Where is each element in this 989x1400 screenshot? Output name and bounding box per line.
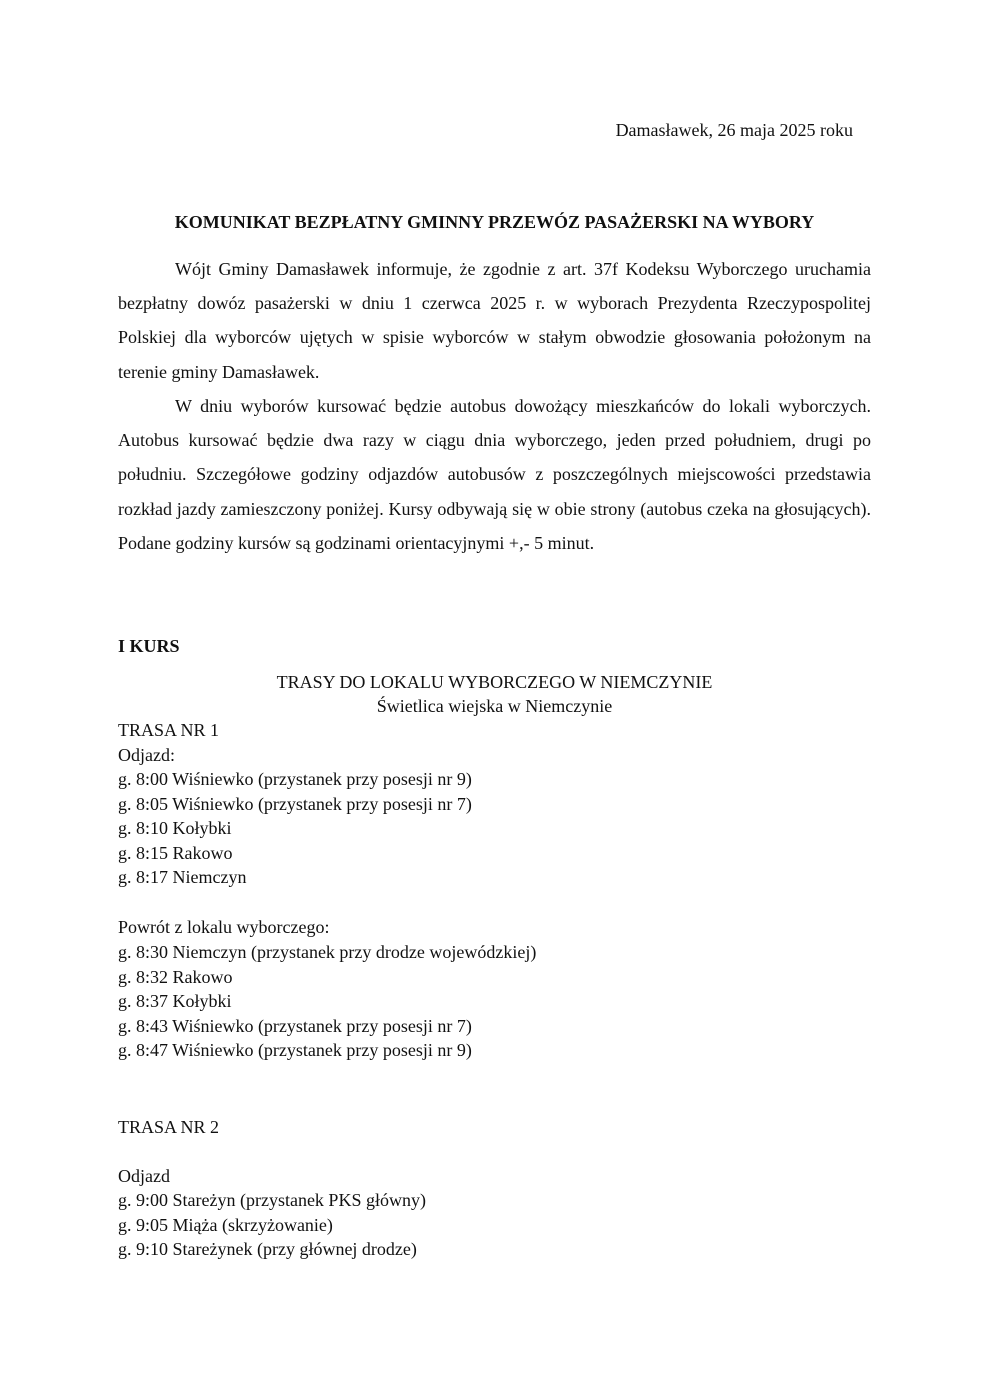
route-1-departures <box>118 767 871 890</box>
intro-paragraph <box>118 252 871 389</box>
paragraph-text: W dniu wyborów kursować będzie autobus dowożący mieszkańców do lokali wyborczych. Autobus kursować będzie dwa razy w ciągu dnia wyborczego, jeden przed południem, drugi po południu. Szczegółowe godziny odjazdów autobusów z poszczególnych miejscowości przedstawia rozkład jazdy zamieszczony poniżej. Kursy odbywają się w obie strony (autobus czeka na głosujących). Podane godziny kursów są godzinami orientacyjnymi +,- 5 minut. <box>118 396 871 553</box>
departure-label: Odjazd <box>118 1166 170 1186</box>
route-title: TRASA NR 2 <box>118 1117 220 1137</box>
schedule-line: g. 8:30 Niemczyn (przystanek przy drodze wojewódzkiej) <box>118 942 537 962</box>
route-title: TRASA NR 1 <box>118 720 220 740</box>
route-2-departure-label <box>118 1164 871 1189</box>
schedule-line: g. 9:00 Stareżyn (przystanek PKS główny) <box>118 1190 426 1210</box>
schedule-paragraph <box>118 389 871 560</box>
schedule-line: g. 8:15 Rakowo <box>118 842 233 863</box>
departure-label: Odjazd: <box>118 745 175 765</box>
schedule-line: g. 8:32 Rakowo <box>118 966 233 987</box>
routes-subheading: Świetlica wiejska w Niemczynie <box>376 696 613 716</box>
route-1-departure-label <box>118 743 871 768</box>
schedule-line: g. 8:05 Wiśniewko (przystanek przy posesji nr 7) <box>118 793 472 814</box>
paragraph-text: Wójt Gminy Damasławek informuje, że zgodnie z art. 37f Kodeksu Wyborczego uruchamia bezpłatny dowóz pasażerski w dniu 1 czerwca 2025 r. w wyborach Prezydenta Rzeczypospolitej Polskiej dla wyborców ujętych w spisie wyborców w stałym obwodzie głosowania położonym na terenie gminy Damasławek. <box>118 259 871 382</box>
schedule-line: g. 8:47 Wiśniewko (przystanek przy posesji nr 9) <box>118 1040 472 1061</box>
route-1-return-label <box>118 915 871 940</box>
schedule-line: g. 9:10 Stareżynek (przy głównej drodze) <box>118 1239 417 1260</box>
routes-heading: TRASY DO LOKALU WYBORCZEGO W NIEMCZYNIE <box>276 672 713 692</box>
schedule-line: g. 8:10 Kołybki <box>118 818 232 839</box>
document-title: KOMUNIKAT BEZPŁATNY GMINNY PRZEWÓZ PASAŻERSKI NA WYBORY <box>174 212 815 232</box>
return-label: Powrót z lokalu wyborczego: <box>118 917 330 937</box>
schedule-line: g. 9:05 Miąża (skrzyżowanie) <box>118 1214 333 1235</box>
schedule-line: g. 8:43 Wiśniewko (przystanek przy posesji nr 7) <box>118 1015 472 1036</box>
kurs-label: I KURS <box>118 636 180 656</box>
schedule-line: g. 8:37 Kołybki <box>118 991 232 1012</box>
schedule-line: g. 8:00 Wiśniewko (przystanek przy posesji nr 9) <box>118 769 472 789</box>
date-line: Damasławek, 26 maja 2025 roku <box>615 120 853 140</box>
schedule-line: g. 8:17 Niemczyn <box>118 867 247 888</box>
route-2-title <box>118 1115 871 1140</box>
route-1-returns <box>118 940 871 1063</box>
route-2-departures <box>118 1188 871 1262</box>
route-1-title <box>118 718 871 743</box>
